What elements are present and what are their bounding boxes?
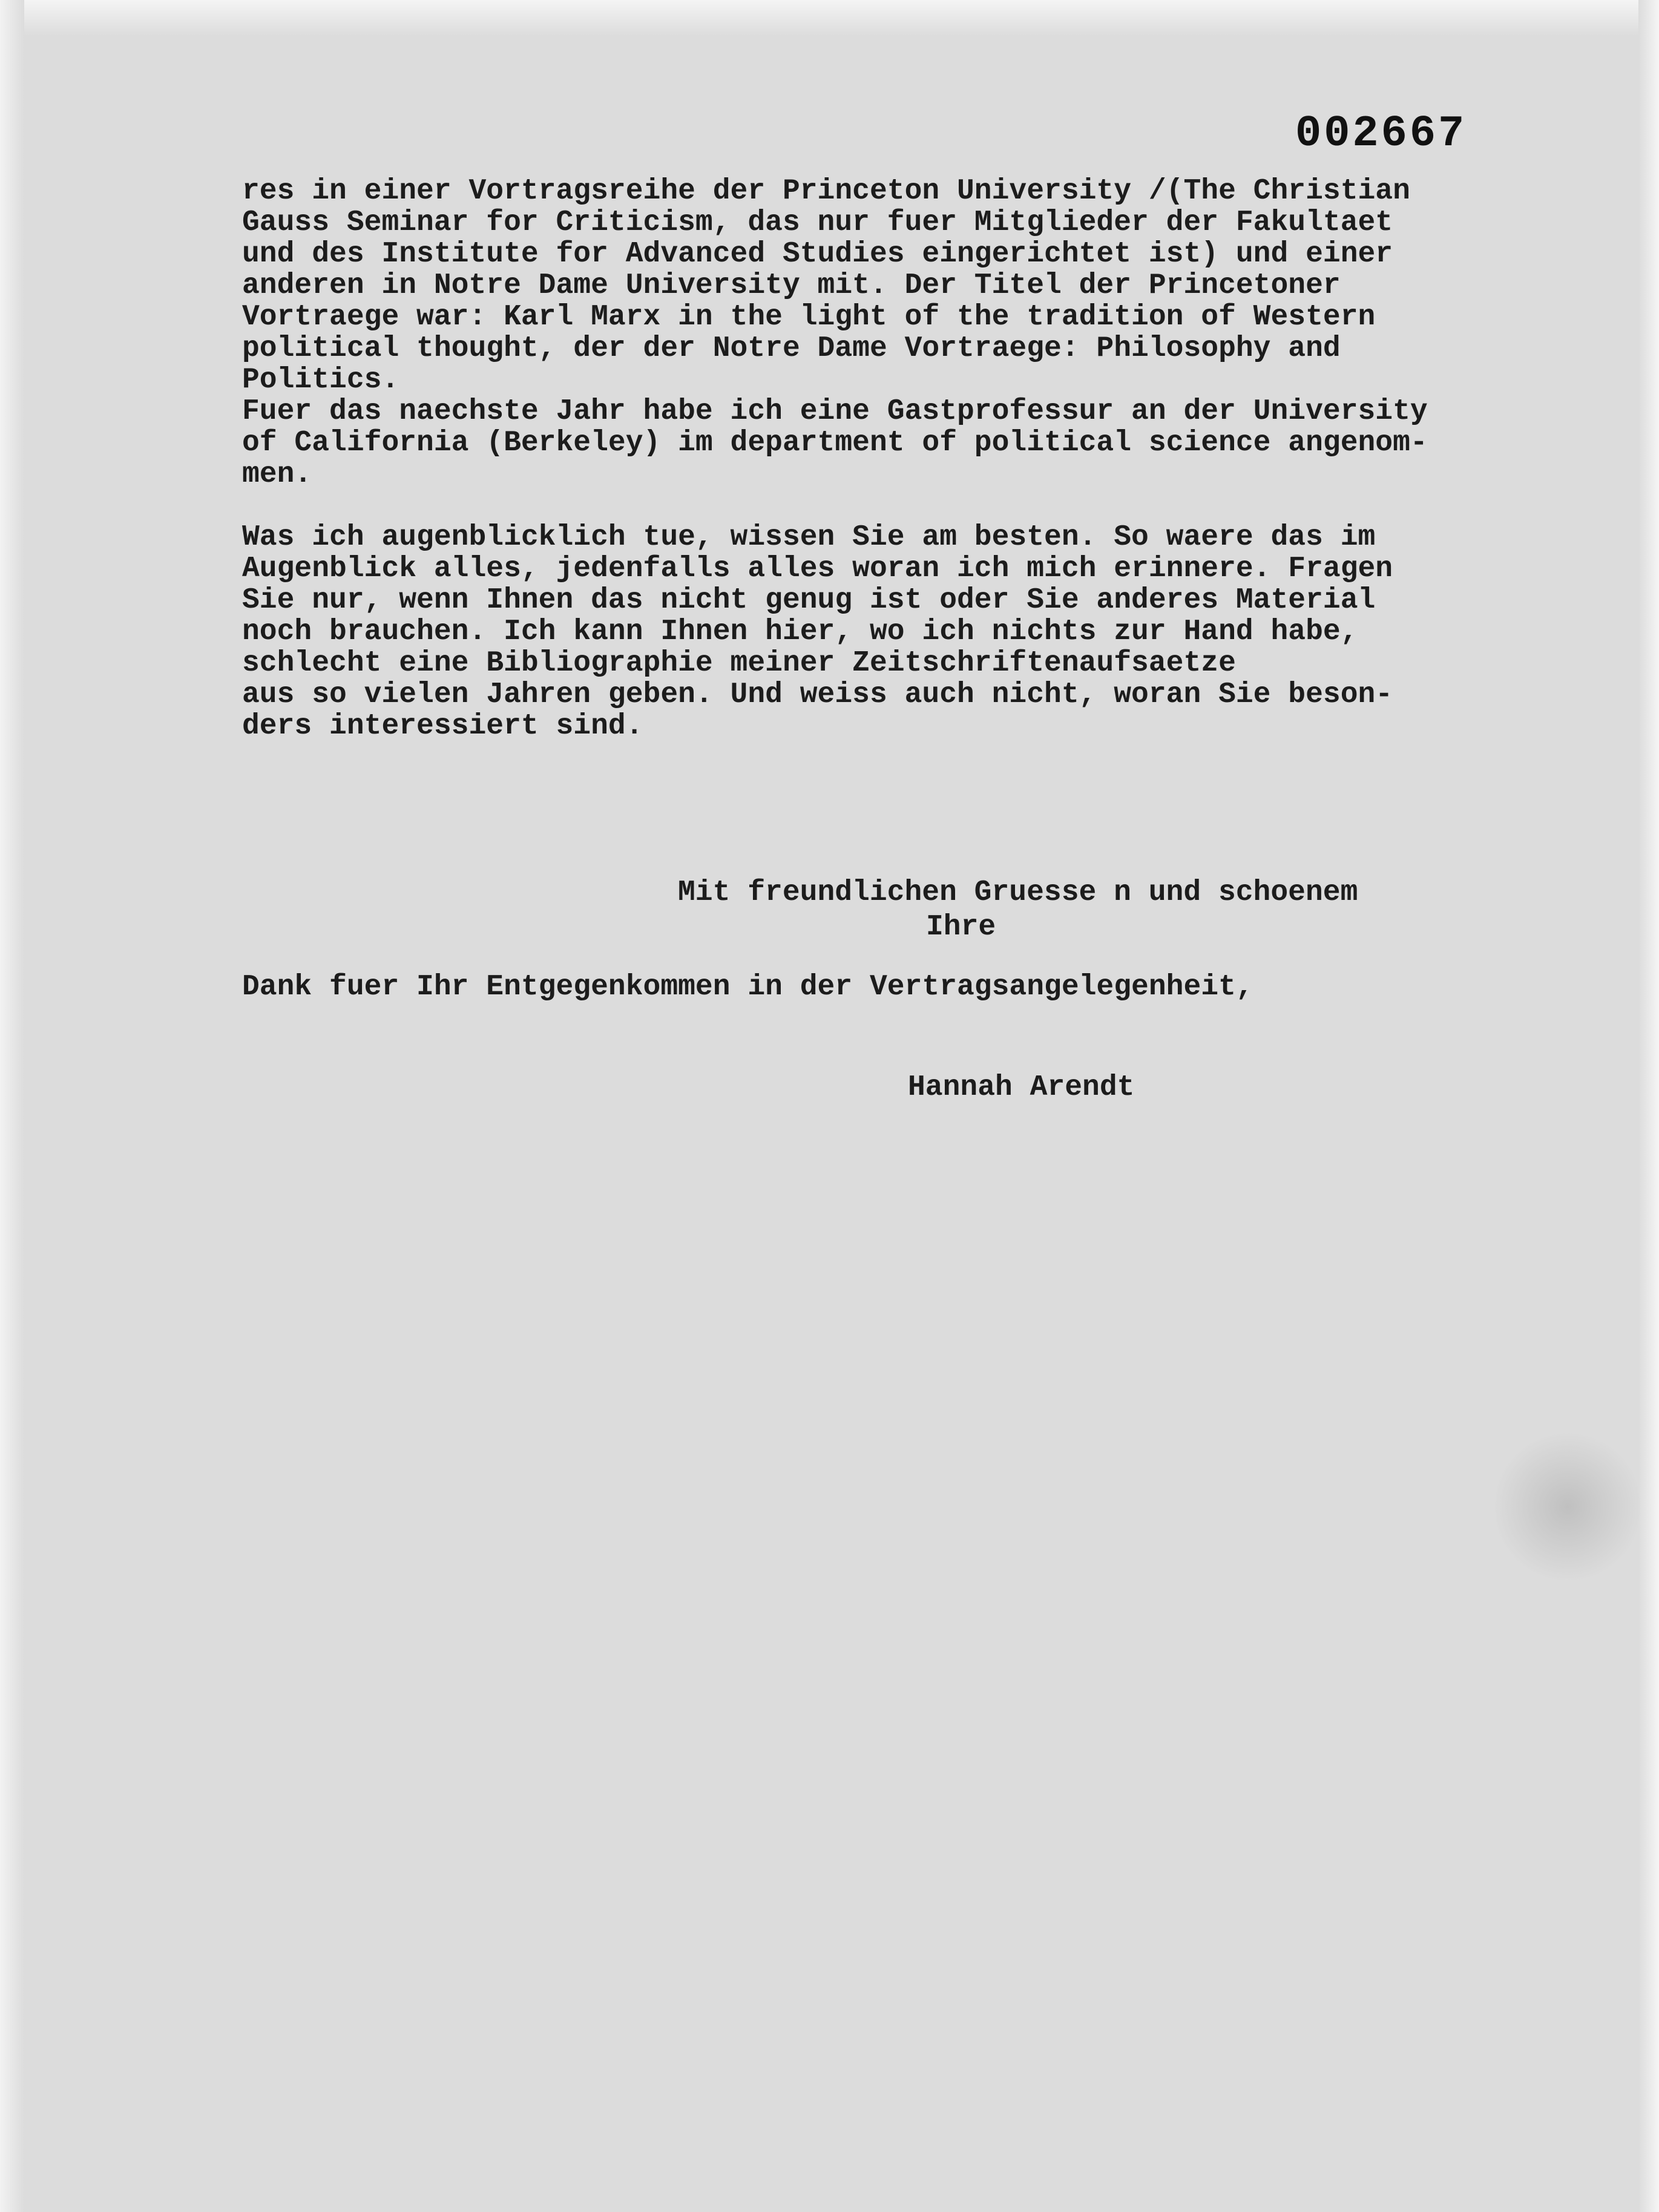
body-line: political thought, der der Notre Dame Vortraege: Philosophy and xyxy=(242,332,1341,365)
body-line: noch brauchen. Ich kann Ihnen hier, wo ich nichts zur Hand habe, xyxy=(242,615,1358,648)
body-line: Gauss Seminar for Criticism, das nur fuer Mitglieder der Fakultaet xyxy=(242,206,1393,239)
body-line: Augenblick alles, jedenfalls alles woran ich mich erinnere. Fragen xyxy=(242,553,1393,585)
body-line: men. xyxy=(242,458,312,491)
closing-line-2: Dank fuer Ihr Entgegenkommen in der Vertragsangelegenheit, xyxy=(242,971,1253,1003)
body-line: Politics. xyxy=(242,364,399,396)
body-line: res in einer Vortragsreihe der Princeton University /(The Christian xyxy=(242,175,1410,208)
salutation: Ihre xyxy=(926,911,996,944)
body-line: anderen in Notre Dame University mit. Der Titel der Princetoner xyxy=(242,269,1341,302)
paragraph-gap xyxy=(242,490,1549,522)
document-number: 002667 xyxy=(1295,109,1467,159)
body-line: Vortraege war: Karl Marx in the light of the tradition of Western xyxy=(242,301,1376,333)
letter-body xyxy=(242,176,1549,742)
body-line: und des Institute for Advanced Studies eingerichtet ist) und einer xyxy=(242,238,1393,271)
body-line: ders interessiert sind. xyxy=(242,710,643,743)
closing-block xyxy=(242,814,1358,1066)
body-line: Was ich augenblicklich tue, wissen Sie am besten. So waere das im xyxy=(242,521,1376,554)
body-line: of California (Berkeley) im department of political science angenom- xyxy=(242,427,1428,459)
signature-name: Hannah Arendt xyxy=(908,1071,1135,1104)
body-line: Fuer das naechste Jahr habe ich eine Gastprofessur an der University xyxy=(242,395,1428,428)
body-line: schlecht eine Bibliographie meiner Zeitschriftenaufsaetze xyxy=(242,647,1236,680)
closing-line-1: Mit freundlichen Gruesse n und schoenem xyxy=(678,876,1358,909)
body-line: aus so vielen Jahren geben. Und weiss auch nicht, woran Sie beson- xyxy=(242,678,1393,711)
body-line: Sie nur, wenn Ihnen das nicht genug ist oder Sie anderes Material xyxy=(242,584,1376,617)
